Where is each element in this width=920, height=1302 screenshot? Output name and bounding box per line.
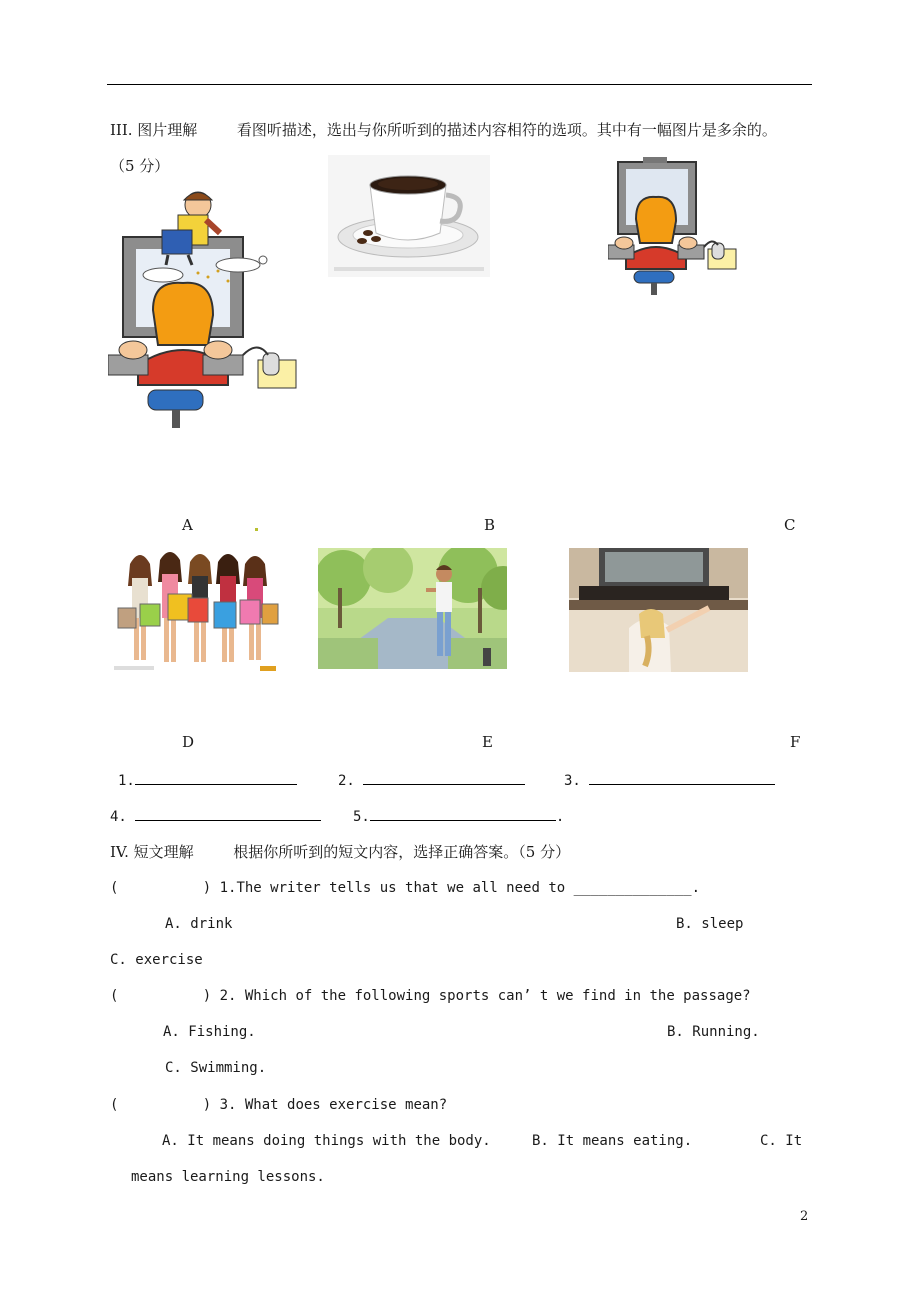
- picture-a-image: [108, 185, 303, 430]
- picture-label-c: C: [784, 516, 796, 534]
- question-1-option-c[interactable]: C. exercise: [110, 952, 203, 968]
- picture-e-image: [318, 548, 507, 669]
- picture-f-image: [569, 548, 748, 672]
- question-2-option-c[interactable]: C. Swimming.: [165, 1060, 267, 1076]
- section-4-title: IV. 短文理解: [110, 843, 194, 861]
- answer-blank-4[interactable]: [135, 806, 321, 821]
- answer-number-4: 4.: [110, 809, 127, 825]
- answer-number-1: 1.: [118, 773, 135, 789]
- picture-label-b: B: [484, 516, 496, 534]
- page-number: 2: [800, 1209, 809, 1224]
- question-2-option-b[interactable]: B. Running.: [667, 1024, 760, 1040]
- picture-label-e: E: [482, 733, 493, 751]
- question-3: [110, 1095, 447, 1115]
- header-rule: [107, 84, 812, 85]
- answer-blank-2[interactable]: [363, 770, 525, 785]
- answer-blank-1[interactable]: [135, 770, 297, 785]
- question-3-option-a[interactable]: A. It means doing things with the body.: [162, 1133, 491, 1149]
- question-2: [110, 986, 751, 1006]
- answer-line-1: [118, 770, 297, 791]
- section-3-points: （5 分）: [110, 157, 170, 175]
- answer-number-3: 3.: [564, 773, 581, 789]
- picture-c-image: [608, 157, 740, 295]
- answer-line-2: [338, 770, 525, 791]
- question-3-stem: 3. What does exercise mean?: [219, 1097, 448, 1113]
- picture-d-image: [110, 546, 280, 674]
- question-2-stem: 2. Which of the following sports can’ t we find in the passage?: [219, 988, 751, 1004]
- picture-label-d: D: [182, 733, 195, 751]
- answer-line-5: [353, 806, 564, 827]
- section-3-instruction: 看图听描述，选出与你所听到的描述内容相符的选项。其中有一幅图片是多余的。: [236, 121, 777, 139]
- answer-line-4: [110, 806, 321, 827]
- section-4-instruction: 根据你所听到的短文内容，选择正确答案。（5 分）: [233, 843, 571, 861]
- answer-blank-3[interactable]: [589, 770, 775, 785]
- answer-blank-5[interactable]: [370, 806, 556, 821]
- section-3-heading: [110, 120, 777, 140]
- question-2-option-a[interactable]: A. Fishing.: [163, 1024, 256, 1040]
- question-3-option-c-continued: means learning lessons.: [131, 1169, 325, 1185]
- picture-label-f: F: [790, 733, 801, 751]
- question-1-stem: 1.The writer tells us that we all need to ______________.: [219, 880, 701, 896]
- question-3-option-c[interactable]: C. It: [760, 1133, 803, 1149]
- section-3-title: III. 图片理解: [110, 121, 198, 139]
- answer-bracket-3[interactable]: ( ): [110, 1097, 212, 1113]
- answer-end-period: .: [555, 809, 565, 825]
- section-4-heading: [110, 842, 570, 862]
- answer-bracket-2[interactable]: ( ): [110, 988, 212, 1004]
- picture-b-image: [328, 155, 490, 277]
- stray-dot: [255, 528, 258, 531]
- question-1: [110, 878, 700, 898]
- picture-label-a: A: [182, 516, 193, 534]
- answer-number-2: 2.: [338, 773, 355, 789]
- answer-number-5: 5.: [353, 809, 370, 825]
- question-1-option-b[interactable]: B. sleep: [676, 916, 744, 932]
- question-3-option-b[interactable]: B. It means eating.: [532, 1133, 693, 1149]
- answer-line-3: [564, 770, 775, 791]
- answer-bracket-1[interactable]: ( ): [110, 880, 212, 896]
- question-1-option-a[interactable]: A. drink: [165, 916, 233, 932]
